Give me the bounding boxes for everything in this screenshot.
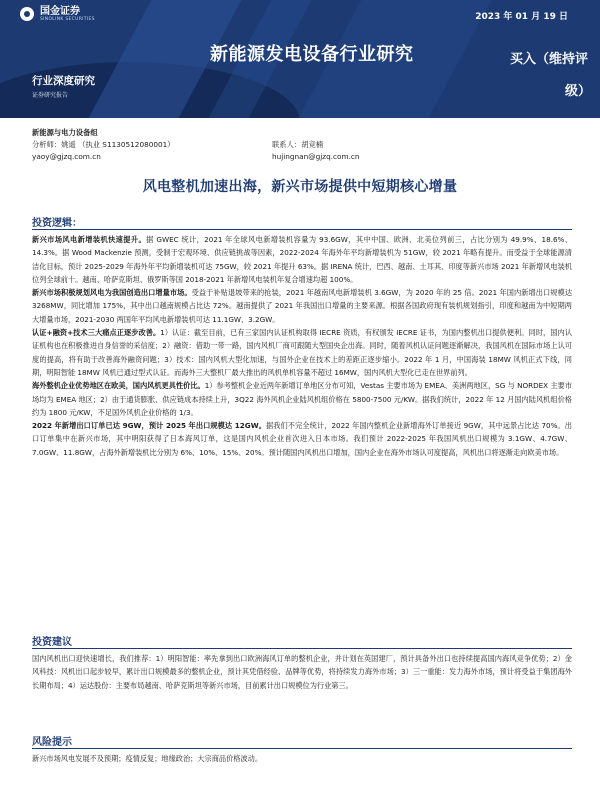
paragraph: 新兴市场风电新增装机快速提升。据 GWEC 统计，2021 年全球风电新增装机容量为 93.6GW，其中中国、欧洲、北美位列前三，占比分别为 49.9%、18.6%、14.3%。据 Wood Mackenzie 预测，受制于宏观环境、供应链挑战等因素，2022-2024 年海外年平均新增装机为 51GW，较 2021 年略有提升。而受益于全球能源清洁化目标，预计 2025-2029 年海外年平均新增装机可达 75GW，较 2021 年提升 63%。据 IRENA 统计，巴西、越南、土耳其、印度等新兴市场 2021 年新增风电装机位列全球前十。越南、哈萨克斯坦、俄罗斯等国 2018-2021 年新增风电装机年复合增速均超 100%。 bbox=[32, 235, 572, 284]
rating bbox=[510, 44, 600, 108]
section-divider bbox=[32, 648, 572, 649]
logo-text-en: SINOLINK SECURITIES bbox=[40, 17, 95, 22]
contact-name: 联系人：胡竞楠 bbox=[272, 140, 324, 149]
section-divider bbox=[32, 748, 572, 749]
report-type: 行业深度研究 bbox=[32, 75, 95, 87]
paragraph: 海外整机企业优势地区在欧美，国内风机更具性价比。1）参考整机企业近两年新增订单地区分布可知，Vestas 主要市场为 EMEA、美洲两地区，SG 与 NORDEX 主要市场均为 EMEA 地区；2）由于通货膨胀、供应链成本持续上升，3Q22 海外风机企业陆风机组价格在 5800-7500 元/KW。据我们统计，2022 年 12 月国内陆风机组价格约为 1800 元/KW，不足国外风机企业价格的 1/3。 bbox=[32, 381, 572, 417]
investment-logic-body bbox=[32, 233, 572, 459]
investment-advice-body: 国内风机出口迎快速增长，我们推荐：1）明阳智能：率先拿到出口欧洲海风订单的整机企业，并计划在英国建厂，预计具备外出口也持续提高国内海风竞争优势；2）金风科技：风机出口起步较早，累计出口规模最多的整机企业，预计其凭借经验、品牌等优势，将持续发力海外市场；3）三一重能：发力海外市场，预计将受益于集团海外长期布局；4）运达股份：主要布局越南、哈萨克斯坦等新兴市场，目前累计出口规模位为行业第三。 bbox=[32, 654, 572, 690]
section-title-risk: 风险提示 bbox=[32, 737, 72, 748]
report-subtype: 证券研究报告 bbox=[32, 92, 69, 99]
section-title-investment-advice: 投资建议 bbox=[32, 637, 72, 648]
paragraph: 认证+融资+技术三大痛点正逐步改善。1）认证：截至目前，已有三家国内认证机构取得 IECRE 资质，有权颁发 IECRE 证书，为国内整机出口提供便利。同时，国内认证机构也在积极推进自身信誉的采信度；2）融资：借助一带一路，国内风机厂商可跟随大型国央企出海。同时，随着风机认证问题逐渐解决，我国风机在国际市场上认可度的提高，将有助于改善海外融资问题；3）技术：国内风机大型化加速，与国外企业在技术上的差距正逐步缩小。2022 年 1 月，中国海装 18MW 风机正式下线，同期，明阳智能 18MW 风机已通过型式认证。而海外三大整机厂最大推出的风机单机容量不超过 16MW，国内风机大型化已走在世界前列。 bbox=[32, 328, 572, 377]
paragraph: 新兴市场积极规划风电为我国创造出口增量市场。受益于补贴退坡带来的抢装，2021 年越南风电新增装机 3.6GW，为 2020 年的 25 倍。2021 年国内新增出口规模达 3268MW，同比增加 175%，其中出口越南规模占比达 72%。越南提供了 2021 年我国出口增量的主要来源。根据各国政府现有装机规划指引，印度和越南为中短期两大增量市场，2021-2030 两国年平均风电新增装机可达 11.1GW、3.2GW。 bbox=[32, 288, 573, 324]
risk-body: 新兴市场风电发展不及预期；疫情反复；地缘政治；大宗商品价格波动。 bbox=[32, 754, 263, 763]
logo-text-cn: 国金证券 bbox=[40, 6, 80, 17]
header-banner bbox=[0, 0, 600, 118]
contact-email[interactable]: hujingnan@gjzq.com.cn bbox=[272, 152, 360, 161]
section-title-investment-logic: 投资逻辑： bbox=[32, 218, 82, 229]
report-title: 新能源发电设备行业研究 bbox=[210, 44, 414, 65]
analyst-info bbox=[32, 127, 572, 163]
rating-line-2: 级） bbox=[565, 84, 592, 99]
headline: 风电整机加速出海，新兴市场提供中短期核心增量 bbox=[142, 179, 458, 195]
analyst-email[interactable]: yaoy@gjzq.com.cn bbox=[32, 152, 101, 161]
team-name: 新能源与电力设备组 bbox=[32, 128, 98, 137]
company-logo bbox=[20, 6, 95, 22]
rating-line-1: 买入（维持评 bbox=[510, 52, 589, 67]
analyst-name: 分析师：姚遥 （执业 S1130512080001） bbox=[32, 140, 175, 149]
paragraph: 2022 年新增出口订单已达 9GW，预计 2025 年出口规模达 12GW。据我们不完全统计，2022 年国内整机企业新增海外订单接近 9GW，其中远景占比达 70%。出口订单集中在新兴市场，其中明阳获得了日本海风订单，这是国内风机企业首次进入日本市场。我们预计 2022-2025 年我国风机出口规模为 3.1GW、4.7GW、7.0GW、11.8GW，占海外新增装机比分别为 6%、10%、15%、20%。预计随国内风机出口增加，国内企业在海外市场认可度提高，风机出口将逐渐走向欧美市场。 bbox=[32, 421, 572, 457]
section-divider bbox=[32, 229, 572, 230]
logo-icon bbox=[20, 7, 34, 21]
report-date: 2023 年 01 月 19 日 bbox=[475, 12, 568, 22]
